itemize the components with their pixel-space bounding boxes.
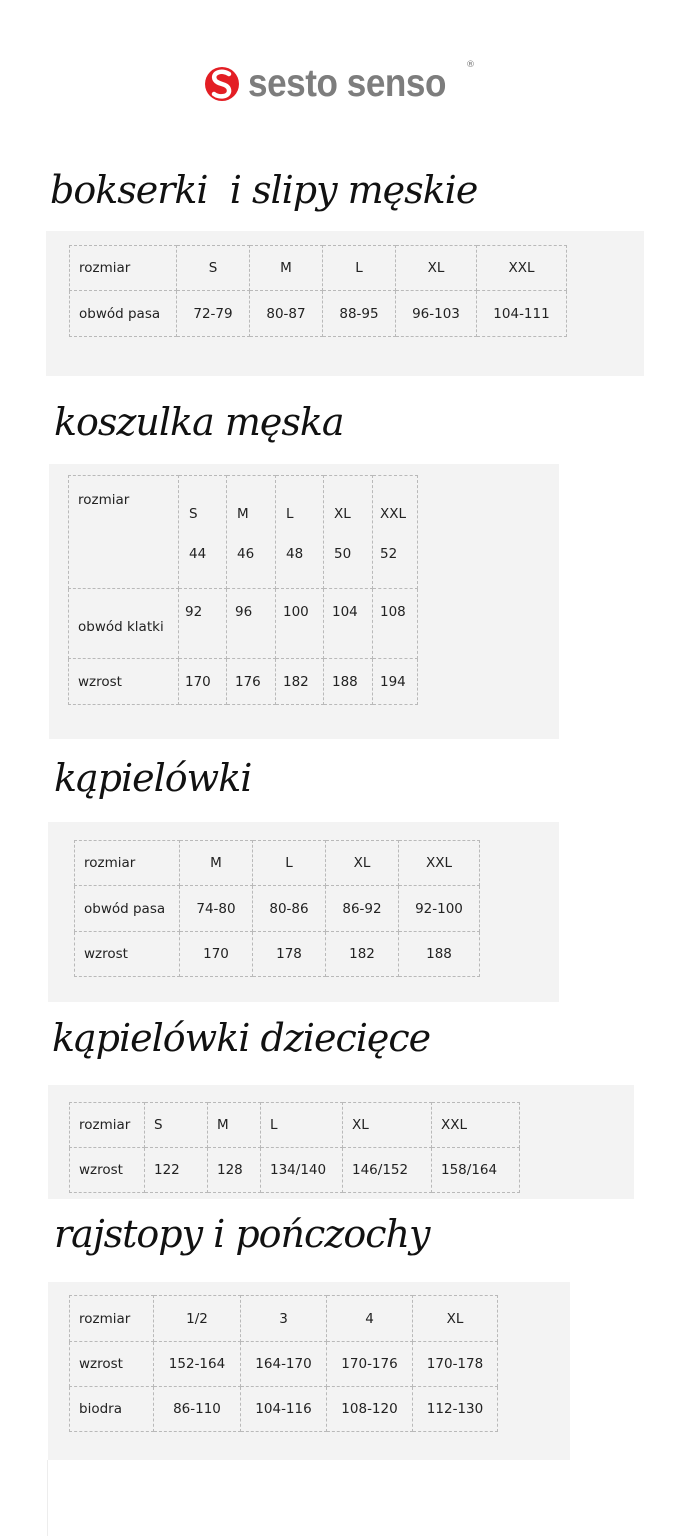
table-cell	[373, 476, 418, 589]
table-cell: 104	[324, 589, 373, 659]
table-row	[75, 886, 480, 932]
table-cell	[324, 476, 373, 589]
size-label: M	[237, 506, 249, 522]
table-cell: 170	[180, 932, 253, 977]
table-cell: L	[253, 841, 326, 886]
divider	[47, 1460, 48, 1536]
table-cell: 170-178	[413, 1342, 498, 1387]
table-cell: 72-79	[177, 291, 250, 337]
table-cell: 86-110	[154, 1387, 241, 1432]
table-cell: XL	[413, 1296, 498, 1342]
sesto-senso-logo-icon	[202, 64, 242, 104]
size-label: XL	[334, 506, 351, 522]
table-cell: 1/2	[154, 1296, 241, 1342]
size-number: 46	[237, 546, 255, 562]
table-cell: 104-111	[477, 291, 567, 337]
table-cell: 170-176	[327, 1342, 413, 1387]
section-title-tights: rajstopy i pończochy	[54, 1212, 430, 1256]
section-title-swim-trunks: kąpielówki	[54, 756, 252, 800]
table-cell: M	[250, 246, 323, 291]
table-cell: rozmiar	[70, 1296, 154, 1342]
table-cell: rozmiar	[75, 841, 180, 886]
table-cell: 80-86	[253, 886, 326, 932]
size-number: 44	[189, 546, 207, 562]
size-number: 48	[286, 546, 304, 562]
section-title-kids-swim-trunks: kąpielówki dziecięce	[52, 1016, 431, 1060]
table-row	[70, 291, 567, 337]
table-row	[70, 1342, 498, 1387]
table-row	[69, 659, 418, 705]
table-row	[70, 1148, 520, 1193]
table-cell: 92-100	[399, 886, 480, 932]
table-cell: 182	[326, 932, 399, 977]
table-cell: 128	[208, 1148, 261, 1193]
table-cell: 188	[399, 932, 480, 977]
table-cell: 122	[145, 1148, 208, 1193]
table-cell: 158/164	[432, 1148, 520, 1193]
table-cell	[227, 476, 276, 589]
size-table-tshirt	[68, 475, 418, 705]
table-cell: 108	[373, 589, 418, 659]
table-cell: 92	[179, 589, 227, 659]
table-cell: wzrost	[70, 1342, 154, 1387]
table-cell: 152-164	[154, 1342, 241, 1387]
table-cell: 108-120	[327, 1387, 413, 1432]
table-cell: 146/152	[343, 1148, 432, 1193]
table-cell: L	[261, 1103, 343, 1148]
size-table-tights	[69, 1295, 498, 1432]
table-cell: 176	[227, 659, 276, 705]
size-table-kids-swim-trunks	[69, 1102, 520, 1193]
table-cell: 88-95	[323, 291, 396, 337]
table-row	[70, 246, 567, 291]
table-row	[75, 932, 480, 977]
table-cell: 134/140	[261, 1148, 343, 1193]
table-cell: 4	[327, 1296, 413, 1342]
table-cell: 170	[179, 659, 227, 705]
table-cell: 178	[253, 932, 326, 977]
size-table-swim-trunks	[74, 840, 480, 977]
table-cell: 74-80	[180, 886, 253, 932]
table-cell: wzrost	[75, 932, 180, 977]
section-title-boxers: bokserki i slipy męskie	[50, 168, 478, 212]
size-number: 52	[380, 546, 398, 562]
table-cell: 96-103	[396, 291, 477, 337]
table-cell: 104-116	[241, 1387, 327, 1432]
size-label: S	[189, 506, 198, 522]
brand-logo	[202, 60, 475, 106]
table-cell: S	[145, 1103, 208, 1148]
table-cell: 182	[276, 659, 324, 705]
size-table-boxers	[69, 245, 567, 337]
table-cell: 188	[324, 659, 373, 705]
table-cell: XL	[326, 841, 399, 886]
table-cell: M	[180, 841, 253, 886]
size-label: XXL	[380, 506, 407, 522]
size-label: L	[286, 506, 294, 522]
table-cell	[276, 476, 324, 589]
table-cell: S	[177, 246, 250, 291]
table-cell: 80-87	[250, 291, 323, 337]
table-row	[70, 1387, 498, 1432]
table-cell: 96	[227, 589, 276, 659]
table-cell	[179, 476, 227, 589]
table-cell: rozmiar	[69, 476, 179, 589]
brand-name: sesto senso	[248, 62, 446, 105]
table-cell: wzrost	[70, 1148, 145, 1193]
table-cell: XL	[396, 246, 477, 291]
size-number: 50	[334, 546, 352, 562]
table-cell: obwód pasa	[70, 291, 177, 337]
table-cell: 100	[276, 589, 324, 659]
table-cell: 112-130	[413, 1387, 498, 1432]
section-title-tshirt: koszulka męska	[54, 400, 344, 444]
table-row	[70, 1103, 520, 1148]
table-cell: rozmiar	[70, 246, 177, 291]
table-row	[70, 1296, 498, 1342]
table-cell: M	[208, 1103, 261, 1148]
table-cell: XL	[343, 1103, 432, 1148]
table-cell: 164-170	[241, 1342, 327, 1387]
table-cell: L	[323, 246, 396, 291]
table-cell: rozmiar	[70, 1103, 145, 1148]
table-cell: XXL	[477, 246, 567, 291]
table-cell: 3	[241, 1296, 327, 1342]
table-cell: obwód klatki	[69, 589, 179, 659]
table-cell: XXL	[432, 1103, 520, 1148]
table-cell: wzrost	[69, 659, 179, 705]
table-row	[75, 841, 480, 886]
table-row	[69, 476, 418, 589]
table-row	[69, 589, 418, 659]
table-cell: biodra	[70, 1387, 154, 1432]
table-cell: XXL	[399, 841, 480, 886]
table-cell: 194	[373, 659, 418, 705]
table-cell: 86-92	[326, 886, 399, 932]
table-cell: obwód pasa	[75, 886, 180, 932]
registered-mark: ®	[465, 60, 475, 70]
